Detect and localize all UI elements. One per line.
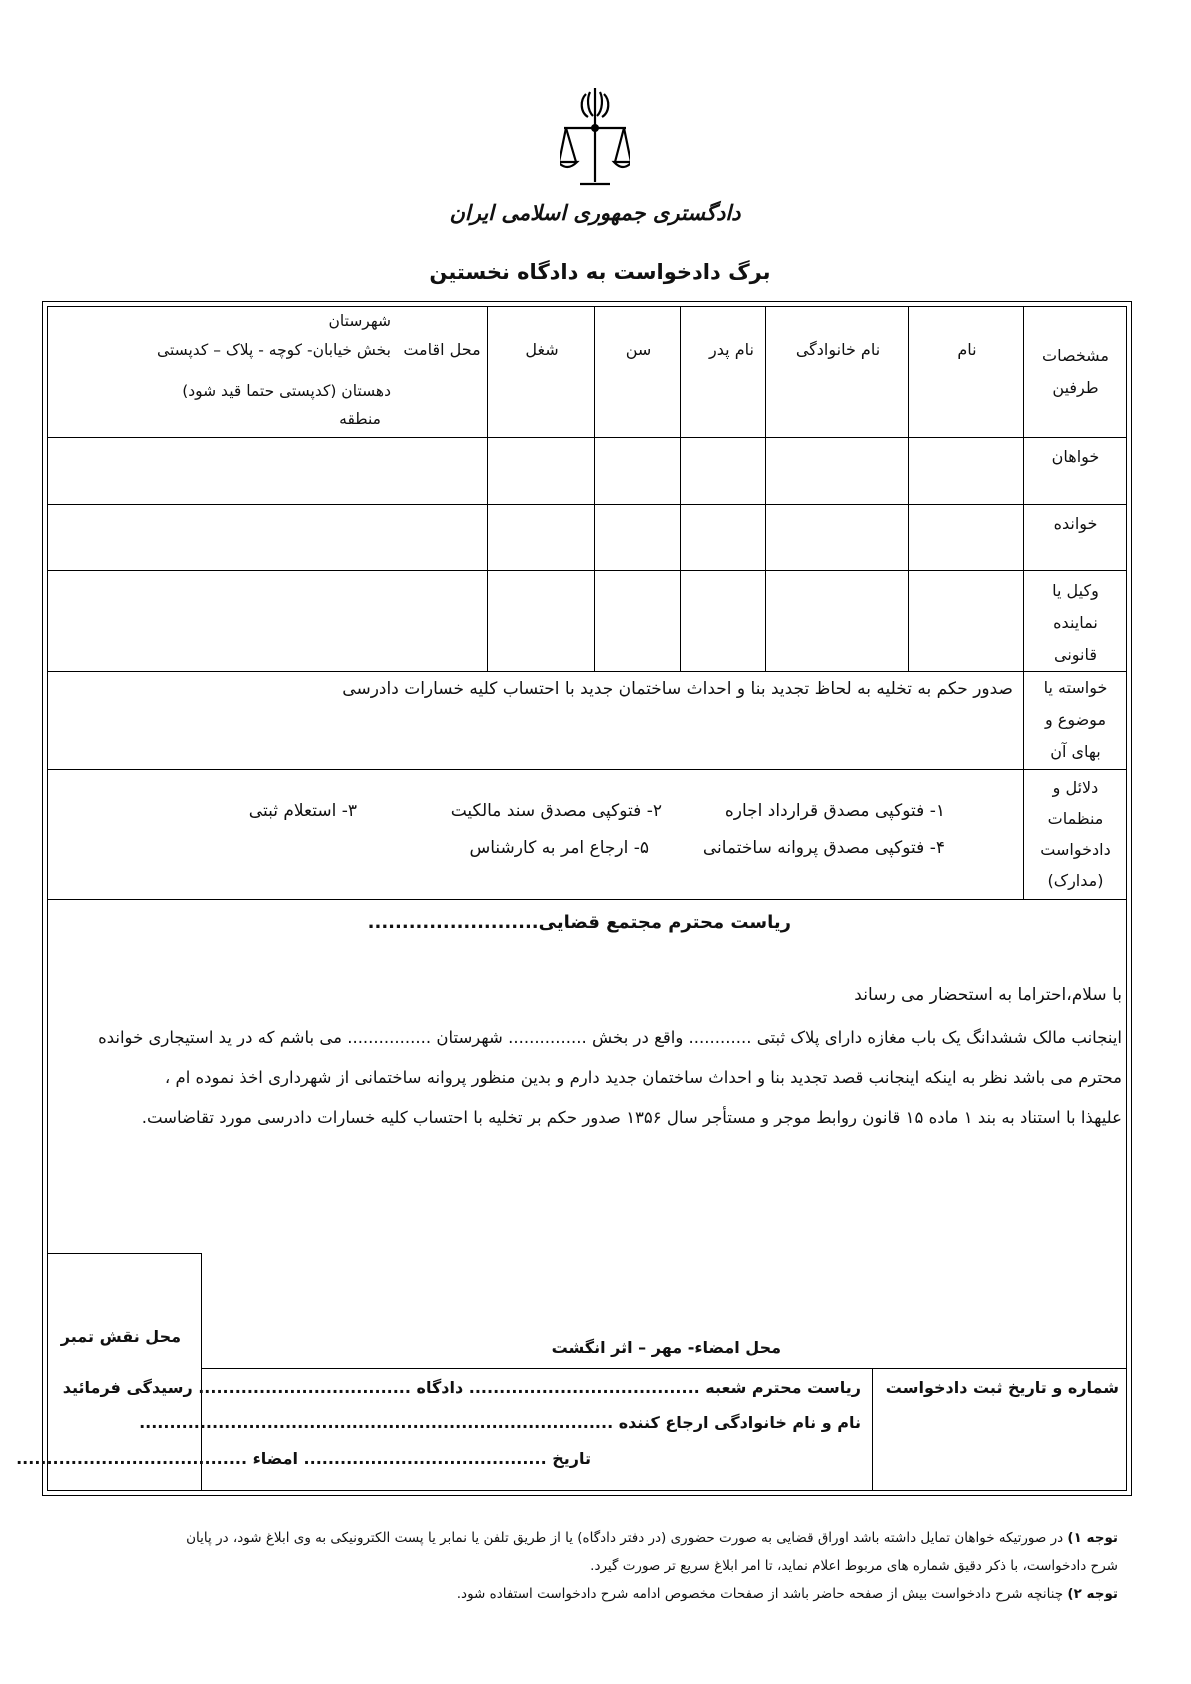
row-label-lawyer: وکیل یا نماینده قانونی xyxy=(1052,581,1099,664)
evidence-label: دلائل و منظمات دادخواست (مدارک) xyxy=(1040,778,1111,890)
header-parties: مشخصات طرفین xyxy=(1042,346,1109,397)
claim-label: خواسته یا موضوع و بهای آن xyxy=(1043,678,1108,761)
evidence-item-1: ۱- فتوکپی مصدق قرارداد اجاره xyxy=(724,801,945,821)
column-divider xyxy=(487,306,488,671)
header-name: نام xyxy=(957,340,977,359)
header-father-name: نام پدر xyxy=(709,340,754,359)
evidence-item-2: ۲- فتوکپی مصدق سند مالکیت xyxy=(450,801,662,821)
header-occupation: شغل xyxy=(525,340,559,359)
row-label-defendant: خوانده xyxy=(1053,514,1098,533)
signature-place-label: محل امضاء- مهر – اثر انگشت xyxy=(551,1338,781,1357)
column-divider xyxy=(908,306,909,671)
address-hint-line3: دهستان (کدپستی حتما قید شود) xyxy=(182,382,391,400)
note-2: توجه ۲) چنانچه شرح دادخواست بیش از صفحه حاضر باشد از صفحات مخصوص ادامه شرح دادخواست استفاده شود. xyxy=(456,1586,1118,1602)
header-age: سن xyxy=(625,340,652,359)
footer-column-divider xyxy=(872,1368,873,1491)
body-line-2: محترم می باشد نظر به اینکه اینجانب قصد تجدید بنا و احداث ساختمان جدید دارم و بدین منظور پروانه ساختمانی از شهرداری اخذ نموده ام ، xyxy=(164,1068,1122,1087)
row-divider xyxy=(47,437,1127,438)
address-hint-line1: شهرستان xyxy=(328,312,391,330)
column-divider xyxy=(680,306,681,671)
row-divider xyxy=(47,570,1127,571)
referral-line-3: تاریخ ........................................ امضاء ...................................... xyxy=(16,1449,591,1468)
evidence-item-5: ۵- ارجاع امر به کارشناس xyxy=(469,838,649,858)
column-divider xyxy=(594,306,595,671)
registration-label: شماره و تاریخ ثبت دادخواست xyxy=(885,1378,1119,1397)
row-divider xyxy=(47,899,1127,900)
body-line-1: اینجانب مالک ششدانگ یک باب مغازه دارای پلاک ثبتی ............ واقع در بخش ............... شهرستان ................ می باشم که در ید استیجاری خوانده xyxy=(98,1028,1122,1047)
footer-divider xyxy=(201,1368,1127,1369)
greeting: با سلام،احتراما به استحضار می رساند xyxy=(854,985,1122,1005)
label-column-divider xyxy=(1023,306,1024,899)
form-title: برگ دادخواست به دادگاه نخستین xyxy=(429,260,771,284)
evidence-item-3: ۳- استعلام ثبتی xyxy=(248,801,357,821)
header-residence: محل اقامت xyxy=(403,340,481,359)
referral-line-1: ریاست محترم شعبه ...................................... دادگاه ................................... رسیدگی فرمائید xyxy=(62,1378,861,1397)
stamp-box-top xyxy=(47,1253,201,1254)
address-hint-line2: بخش خیابان- کوچه - پلاک – کدپستی xyxy=(157,341,391,359)
row-divider xyxy=(47,671,1127,672)
header-family-name: نام خانوادگی xyxy=(795,340,881,359)
stamp-place-label: محل نقش تمبر xyxy=(60,1327,181,1346)
address-hint-line4: منطقه xyxy=(339,410,381,428)
judiciary-emblem-icon xyxy=(560,86,630,198)
salutation: ریاست محترم مجتمع قضایی......................... xyxy=(367,912,791,933)
evidence-item-4: ۴- فتوکپی مصدق پروانه ساختمانی xyxy=(702,838,945,858)
body-line-3: علیهذا با استناد به بند ۱ ماده ۱۵ قانون روابط موجر و مستأجر سال ۱۳۵۶ صدور حکم بر تخلیه با احتساب کلیه خسارات دادرسی مورد تقاضاست. xyxy=(141,1108,1122,1127)
org-name: دادگستری جمهوری اسلامی ایران xyxy=(449,200,741,225)
row-label-plaintiff: خواهان xyxy=(1051,447,1100,466)
column-divider xyxy=(765,306,766,671)
referral-line-2: نام و نام خانوادگی ارجاع کننده .............................................................................. xyxy=(139,1413,861,1432)
row-divider xyxy=(47,769,1127,770)
row-divider xyxy=(47,504,1127,505)
note-1-continued: شرح دادخواست، با ذکر دقیق شماره های مربوط اعلام نماید، تا امر ابلاغ سریع تر صورت گیرد. xyxy=(590,1558,1118,1574)
note-1: توجه ۱) در صورتیکه خواهان تمایل داشته باشد اوراق قضایی به صورت حضوری (در دفتر دادگاه) یا از طریق تلفن یا نمابر یا پست الکترونیکی به وی ابلاغ شود، در پایان xyxy=(186,1530,1118,1546)
claim-text: صدور حکم به تخلیه به لحاظ تجدید بنا و احداث ساختمان جدید با احتساب کلیه خسارات دادرسی xyxy=(342,679,1013,699)
